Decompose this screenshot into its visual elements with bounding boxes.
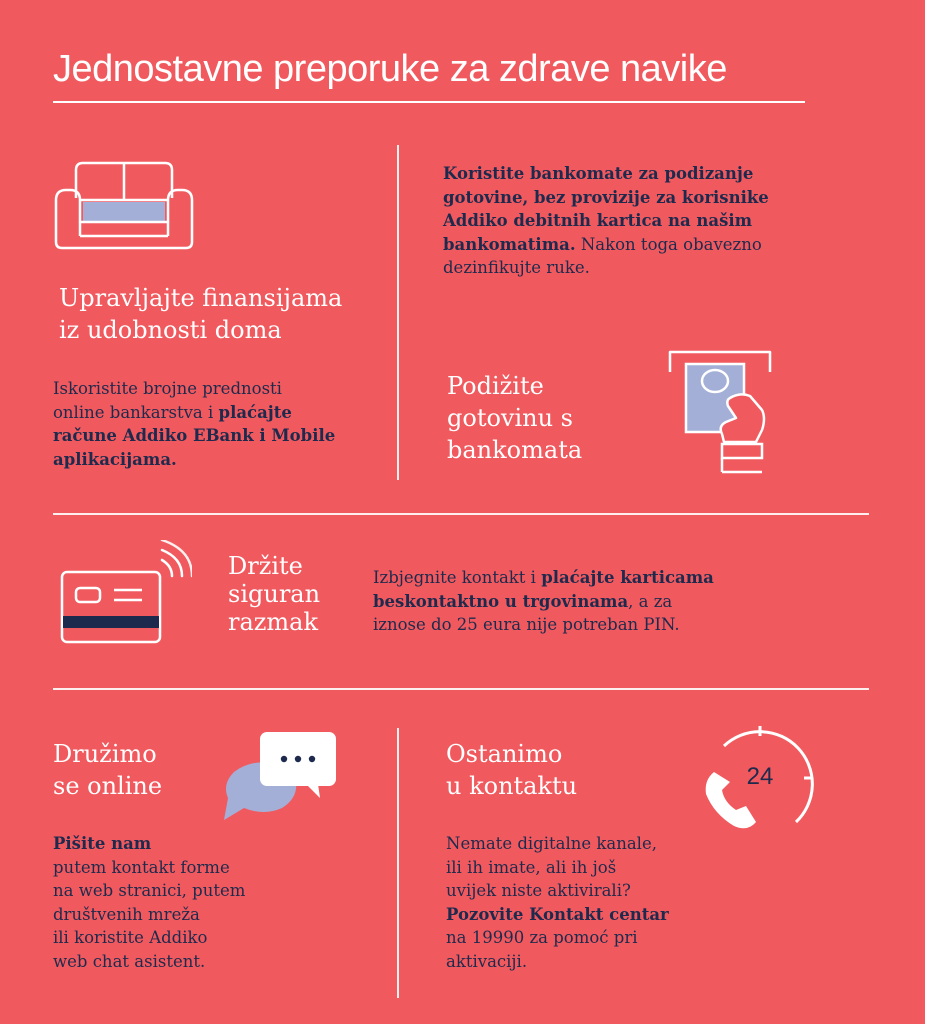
atm-heading: Podižite gotovinu s bankomata	[447, 372, 583, 464]
divider-horizontal-1	[53, 513, 869, 515]
sofa-icon	[52, 160, 196, 252]
atm-cash-icon	[666, 348, 776, 478]
page-title: Jednostavne preporuke za zdrave navike	[53, 48, 727, 90]
contact-icon-label: 24	[746, 763, 774, 790]
title-underline	[53, 101, 805, 103]
chat-bubbles-icon	[222, 728, 340, 824]
phone-24-icon	[700, 722, 816, 834]
distance-body: Izbjegnite kontakt i plaćajte karticama beskontaktno u trgovinama, a za iznose do 25 eura nije potreban PIN.	[373, 568, 714, 634]
divider-horizontal-2	[53, 688, 869, 690]
atm-body: Koristite bankomate za podizanje gotovine, bez provizije za korisnike Addiko debitnih kartica na našim bankomatima. Nakon toga obavezno dezinfikujte ruke.	[443, 164, 769, 277]
contact-body: Nemate digitalne kanale, ili ih imate, ali ih još uvijek niste aktivirali? Pozovite Kontakt centar na 19990 za pomoć pri aktivaciji.	[446, 834, 669, 971]
distance-heading: Držite siguran razmak	[228, 552, 321, 636]
divider-vertical-bottom	[397, 728, 399, 998]
contactless-card-icon	[60, 540, 192, 646]
contact-heading: Ostanimo u kontaktu	[446, 740, 578, 800]
divider-vertical-top	[397, 145, 399, 480]
home-heading: Upravljajte finansijama iz udobnosti doma	[59, 284, 343, 344]
online-heading: Družimo se online	[53, 740, 163, 800]
home-body: Iskoristite brojne prednosti online bankarstva i plaćajte račune Addiko EBank i Mobile aplikacijama.	[53, 379, 336, 469]
online-body: Pišite nam putem kontakt forme na web stranici, putem društvenih mreža ili koristite Addiko web chat asistent.	[53, 834, 246, 971]
